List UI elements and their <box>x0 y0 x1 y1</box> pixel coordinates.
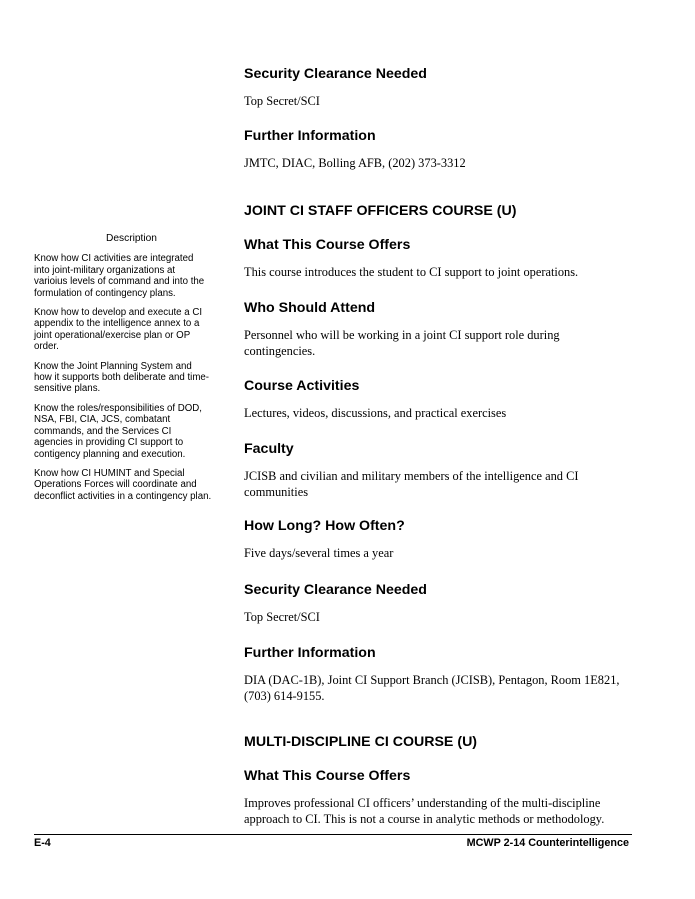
section-body <box>244 609 634 625</box>
sidebar-line: commands, and the Services CI <box>34 425 172 437</box>
sidebar-item <box>34 307 229 353</box>
description-sidebar <box>34 233 229 510</box>
section-body <box>244 545 634 561</box>
sidebar-title: Description <box>106 233 157 244</box>
section-text: Top Secret/SCI <box>244 94 320 108</box>
section-heading: Faculty <box>244 441 294 457</box>
sidebar-line: joint operational/exercise plan or OP <box>34 329 191 341</box>
section-heading: Further Information <box>244 645 376 661</box>
section-what-offers <box>244 767 634 785</box>
section-who-attend <box>244 299 634 317</box>
sidebar-line: Know how CI HUMINT and Special <box>34 467 185 479</box>
sidebar-line: appendix to the intelligence annex to a <box>34 318 200 330</box>
course-title-text: JOINT CI STAFF OFFICERS COURSE (U) <box>244 203 517 219</box>
section-body <box>244 155 634 171</box>
section-heading: What This Course Offers <box>244 237 411 253</box>
section-text-line: Improves professional CI officers’ understanding of the multi-discipline <box>244 796 601 810</box>
section-text: Top Secret/SCI <box>244 610 320 624</box>
section-faculty <box>244 440 634 458</box>
sidebar-item <box>34 403 229 460</box>
course-title-text: MULTI-DISCIPLINE CI COURSE (U) <box>244 734 478 750</box>
section-heading: Who Should Attend <box>244 300 376 316</box>
section-security-clearance <box>244 65 634 83</box>
section-text-line: DIA (DAC-1B), Joint CI Support Branch (JCISB), Pentagon, Room 1E821, <box>244 673 620 687</box>
publication-title: MCWP 2-14 Counterintelligence <box>466 837 629 849</box>
sidebar-line: how it supports both deliberate and time- <box>34 372 210 384</box>
sidebar-item <box>34 468 229 502</box>
section-heading: Security Clearance Needed <box>244 582 427 598</box>
section-heading: Security Clearance Needed <box>244 66 427 82</box>
sidebar-line: Know the Joint Planning System and <box>34 360 192 372</box>
section-text: This course introduces the student to CI support to joint operations. <box>244 265 579 279</box>
footer-divider <box>34 834 632 835</box>
course-title <box>244 202 634 220</box>
section-heading: What This Course Offers <box>244 768 411 784</box>
sidebar-line: formulation of contingency plans. <box>34 287 176 299</box>
section-text-line: approach to CI. This is not a course in analytic methods or methodology. <box>244 812 605 826</box>
sidebar-line: varioius levels of command and into the <box>34 276 205 288</box>
section-body <box>244 405 634 421</box>
section-heading: How Long? How Often? <box>244 518 405 534</box>
section-what-offers <box>244 236 634 254</box>
section-body <box>244 93 634 109</box>
section-further-info <box>244 644 634 662</box>
sidebar-line: deconflict activities in a contingency plan. <box>34 490 212 502</box>
section-heading: Further Information <box>244 128 376 144</box>
sidebar-line: Know how to develop and execute a CI <box>34 307 203 319</box>
sidebar-line: sensitive plans. <box>34 383 101 395</box>
section-body <box>244 327 634 359</box>
section-text: Five days/several times a year <box>244 546 394 560</box>
sidebar-line: order. <box>34 341 59 353</box>
section-text: JMTC, DIAC, Bolling AFB, (202) 373-3312 <box>244 156 466 170</box>
section-text-line: communities <box>244 485 309 499</box>
section-how-long <box>244 517 634 535</box>
course-title <box>244 733 634 751</box>
sidebar-line: Know how CI activities are integrated <box>34 253 194 265</box>
sidebar-line: contigency planning and execution. <box>34 448 186 460</box>
section-body <box>244 795 634 827</box>
section-heading: Course Activities <box>244 378 360 394</box>
sidebar-item <box>34 253 229 299</box>
sidebar-line: agencies in providing CI support to <box>34 437 184 449</box>
section-body <box>244 672 634 704</box>
section-text-line: contingencies. <box>244 344 316 358</box>
section-text: Lectures, videos, discussions, and practical exercises <box>244 406 507 420</box>
section-text-line: Personnel who will be working in a joint CI support role during <box>244 328 560 342</box>
sidebar-line: into joint-military organizations at <box>34 264 176 276</box>
sidebar-item <box>34 361 229 395</box>
section-activities <box>244 377 634 395</box>
section-text-line: JCISB and civilian and military members of the intelligence and CI <box>244 469 579 483</box>
sidebar-line: Operations Forces will coordinate and <box>34 479 197 491</box>
sidebar-line: Know the roles/responsibilities of DOD, <box>34 402 202 414</box>
section-further-info <box>244 127 634 145</box>
page-number: E-4 <box>34 837 51 849</box>
sidebar-line: NSA, FBI, CIA, JCS, combatant <box>34 414 171 426</box>
section-body <box>244 264 634 280</box>
section-security-clearance <box>244 581 634 599</box>
section-text-line: (703) 614-9155. <box>244 689 325 703</box>
section-body <box>244 468 634 500</box>
